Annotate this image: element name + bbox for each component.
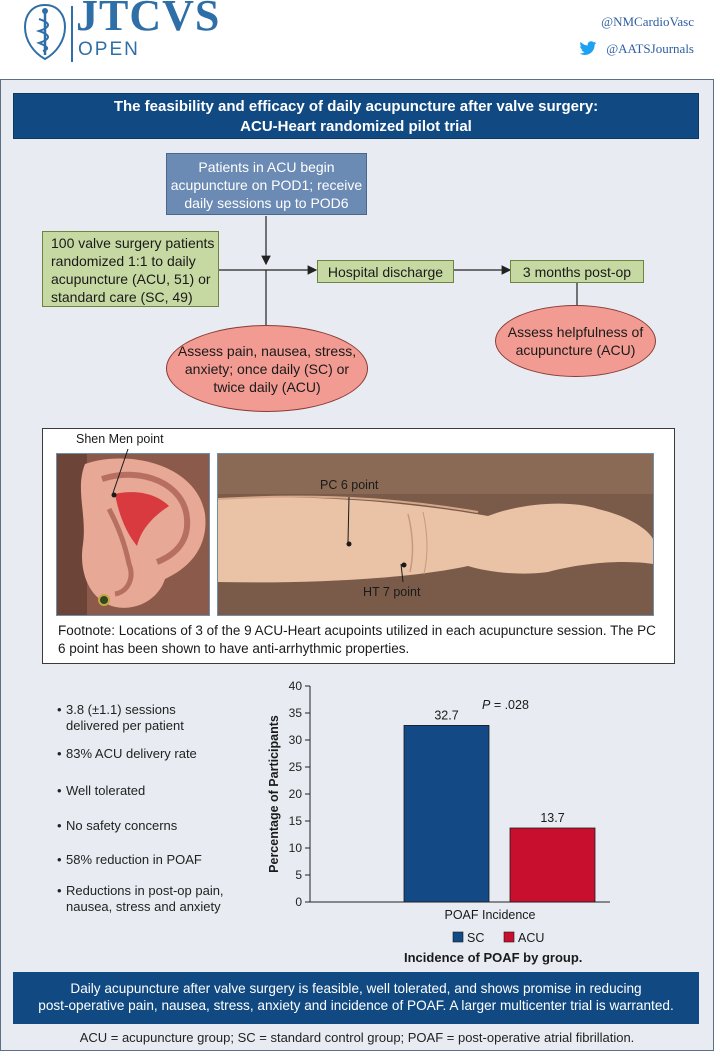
legend-swatch-sc [453,932,463,942]
y-tick-label: 30 [288,733,302,747]
title-line-1: The feasibility and efficacy of daily acupuncture after valve surgery: [113,98,599,115]
title-line-2: ACU-Heart randomized pilot trial [240,118,472,135]
bullet-delivery-rate: • 83% ACU delivery rate [66,746,246,762]
bar-acu [510,828,595,902]
summary-box [13,972,699,1024]
randomize-line: 100 valve surgery patients [51,235,215,251]
y-axis-label: Percentage of Participants [267,715,281,873]
randomize-line: standard care (SC, 49) [51,289,193,305]
legend-swatch-acu [504,932,514,942]
chart-caption: Incidence of POAF by group. [404,950,583,965]
bullet-poaf-reduction: • 58% reduction in POAF [66,852,246,868]
y-tick-label: 10 [288,841,302,855]
y-tick-label: 40 [288,679,302,693]
assess-line: Assess pain, nausea, stress, [177,342,357,359]
y-tick-label: 20 [288,787,302,801]
legend-label-acu: ACU [518,931,545,945]
y-tick-label: 0 [295,895,302,909]
three-month-box: 3 months post-op [510,260,644,283]
x-axis-label: POAF Incidence [444,908,536,922]
bullet-symptom-reduction: • Reductions in post-op pain, nausea, stress and anxiety [66,883,226,915]
bar-sc [404,725,489,902]
bullet-tolerated: • Well tolerated [66,783,246,799]
assess-line: twice daily (ACU) [213,378,321,395]
summary-line-2: post-operative pain, nausea, stress, anxiety and incidence of POAF. A larger multicenter trial is warranted. [38,998,674,1013]
poaf-bar-chart [262,678,662,948]
assess-help-line: Assess helpfulness of [507,324,644,340]
data-label: 13.7 [540,811,565,826]
shen-men-label: Shen Men point [76,432,164,446]
y-tick-label: 15 [288,814,302,828]
p-value-annotation: P = .028 [482,697,529,712]
y-tick-label: 35 [288,706,302,720]
journal-subtitle: OPEN [78,39,140,60]
pc6-label: PC 6 point [320,478,379,492]
begin-line: acupuncture on POD1; receive [170,177,363,193]
social-handle-aats[interactable]: @AATSJournals [606,41,694,56]
assess-help-line: acupuncture (ACU) [515,342,636,358]
photo-footnote: Footnote: Locations of 3 of the 9 ACU-Heart acupoints utilized in each acupuncture session. The PC 6 point has been shown to have anti-arrhythmic properties. [58,623,656,656]
assess-line: anxiety; once daily (SC) or [184,360,350,377]
y-tick-label: 25 [288,760,302,774]
legend-label-sc: SC [467,931,485,945]
social-handle-nm[interactable]: @NMCardioVasc [601,14,694,29]
bullet-safety: • No safety concerns [66,818,246,834]
begin-line: daily sessions up to POD6 [184,195,349,211]
randomize-line: randomized 1:1 to daily [51,253,196,269]
data-label: 32.7 [434,708,459,723]
summary-line-1: Daily acupuncture after valve surgery is feasible, well tolerated, and shows promise in reducing [70,981,642,996]
journal-name: JTCVS [76,0,221,40]
y-tick-label: 5 [295,868,302,882]
bullet-sessions: • 3.8 (±1.1) sessions delivered per patient [66,702,231,734]
begin-line: Patients in ACU begin [198,159,335,175]
hospital-discharge-box: Hospital discharge [317,260,454,283]
ht7-label: HT 7 point [363,585,421,599]
abbreviations-note: ACU = acupuncture group; SC = standard control group; POAF = post-operative atrial fibrillation. [79,1030,635,1045]
randomize-line: acupuncture (ACU, 51) or [51,271,211,287]
